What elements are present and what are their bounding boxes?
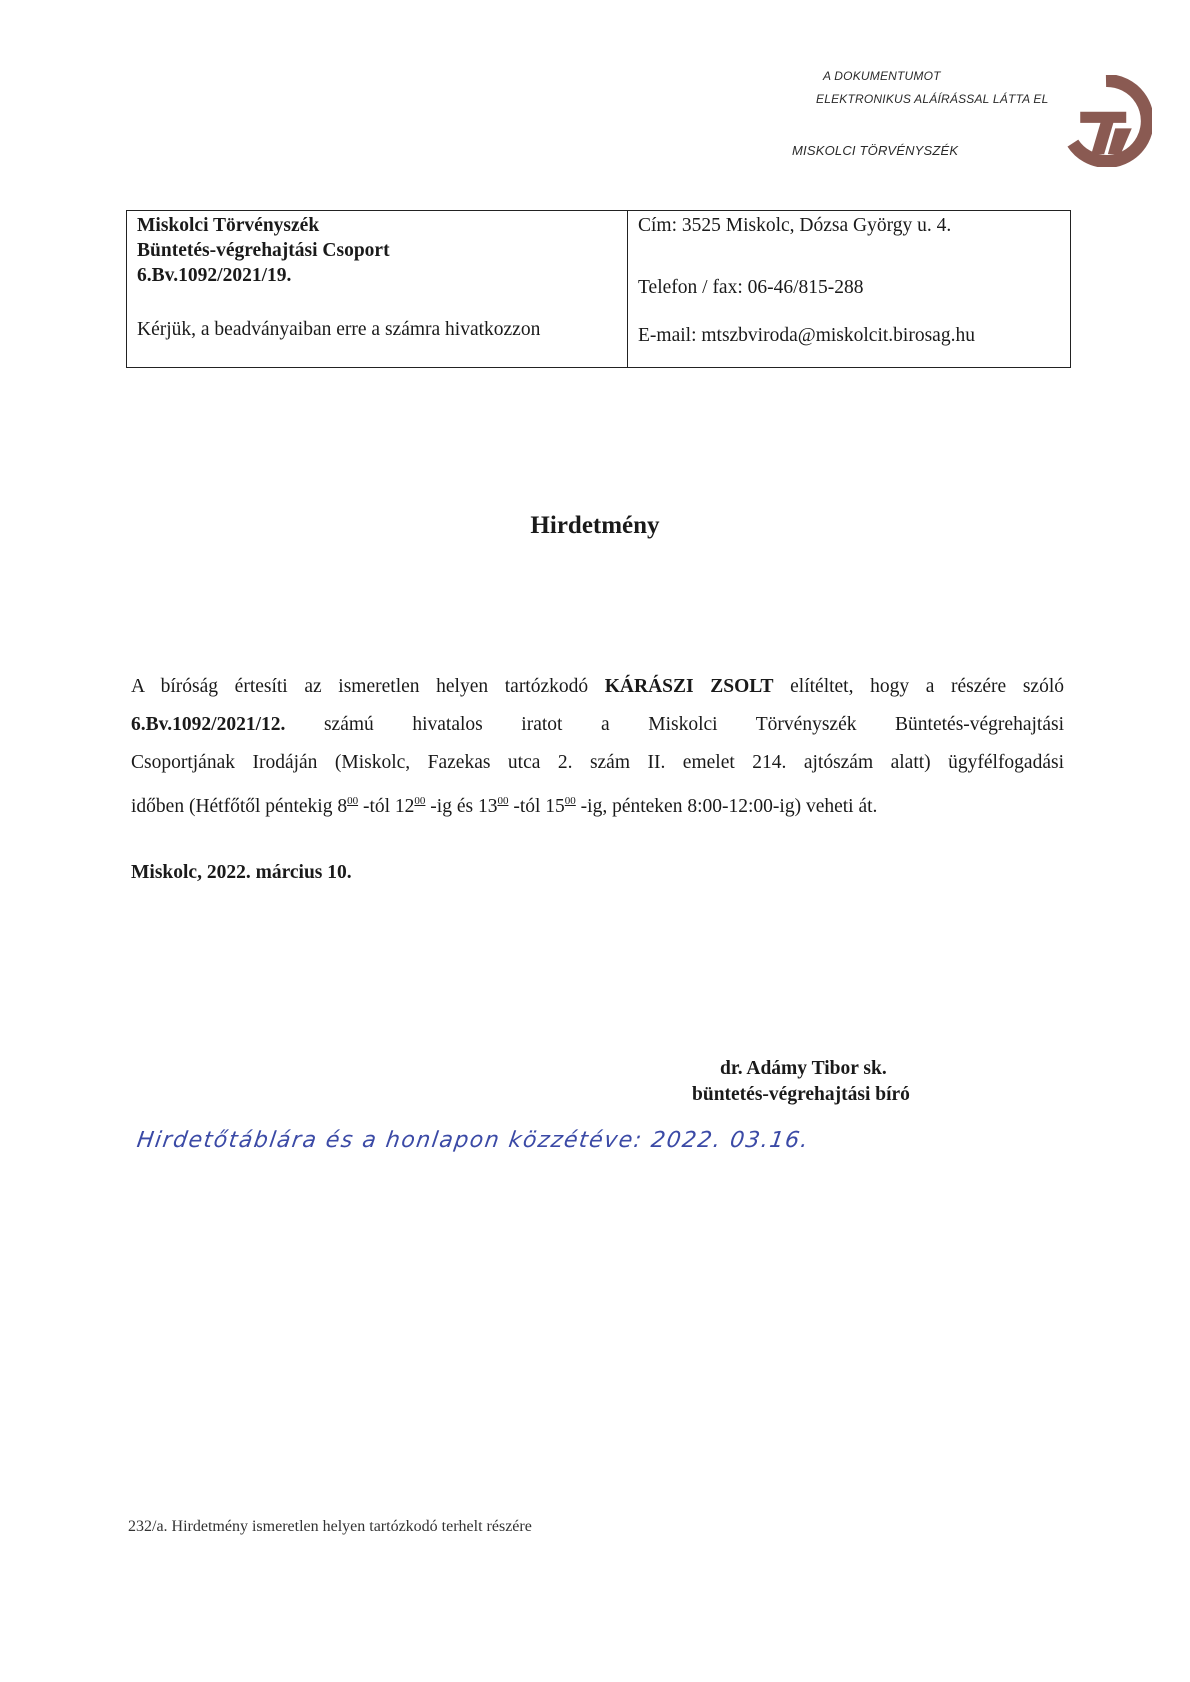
court-name: Miskolci Törvényszék xyxy=(137,215,320,236)
notice-text: elítéltet, hogy a részére szóló xyxy=(773,676,1064,697)
court-email: E-mail: mtszbviroda@miskolcit.birosag.hu xyxy=(638,325,975,346)
case-number: 6.Bv.1092/2021/19. xyxy=(137,265,292,286)
notice-line-3: Csoportjának Irodáján (Miskolc, Fazekas utca 2. szám II. emelet 214. ajtószám alatt) ügyfélfogadási xyxy=(131,752,1064,773)
notice-text: -ig, pénteken 8:00-12:00-ig) veheti át. xyxy=(575,796,878,817)
department-name: Büntetés-végrehajtási Csoport xyxy=(137,240,390,261)
notice-text: -tól 12 xyxy=(358,796,415,817)
convict-name: KÁRÁSZI ZSOLT xyxy=(604,676,774,697)
stamp-line-1: A DOKUMENTUMOT xyxy=(823,69,941,83)
page-title: Hirdetmény xyxy=(530,512,660,539)
notice-text: A bíróság értesíti az ismeretlen helyen tartózkodó xyxy=(131,676,605,697)
header-right-cell xyxy=(628,211,1071,368)
court-seal-logo-icon xyxy=(1060,75,1152,167)
signatory-name: dr. Adámy Tibor sk. xyxy=(720,1058,887,1079)
court-phone: Telefon / fax: 06-46/815-288 xyxy=(638,277,864,298)
notice-line-4 xyxy=(131,782,1064,826)
header-left-cell xyxy=(127,211,628,368)
notice-body xyxy=(131,668,1064,826)
document-case-number: 6.Bv.1092/2021/12. xyxy=(131,714,286,735)
notice-text: számú hivatalos iratot a Miskolci Törvényszék Büntetés-végrehajtási xyxy=(285,714,1064,735)
header-table xyxy=(126,210,1071,368)
notice-line-1 xyxy=(131,668,1064,706)
stamp-court-name: MISKOLCI TÖRVÉNYSZÉK xyxy=(792,143,959,158)
court-address: Cím: 3525 Miskolc, Dózsa György u. 4. xyxy=(638,215,952,236)
date-line: Miskolc, 2022. március 10. xyxy=(131,862,352,883)
time-minutes: 00 xyxy=(564,795,576,807)
time-minutes: 00 xyxy=(497,795,509,807)
stamp-line-2: ELEKTRONIKUS ALÁÍRÁSSAL LÁTTA EL xyxy=(816,92,1049,106)
handwritten-note: Hirdetőtáblára és a honlapon közzétéve: 2022. 03.16. xyxy=(135,1128,811,1153)
time-minutes: 00 xyxy=(414,795,426,807)
reference-note: Kérjük, a beadványaiban erre a számra hivatkozzon xyxy=(137,319,541,340)
notice-text: időben (Hétfőtől péntekig 8 xyxy=(131,796,348,817)
footer-note: 232/a. Hirdetmény ismeretlen helyen tartózkodó terhelt részére xyxy=(128,1518,532,1535)
notice-line-2 xyxy=(131,706,1064,744)
signatory-title: büntetés-végrehajtási bíró xyxy=(692,1084,910,1105)
notice-text: -ig és 13 xyxy=(425,796,498,817)
time-minutes: 00 xyxy=(347,795,359,807)
notice-text: -tól 15 xyxy=(508,796,565,817)
